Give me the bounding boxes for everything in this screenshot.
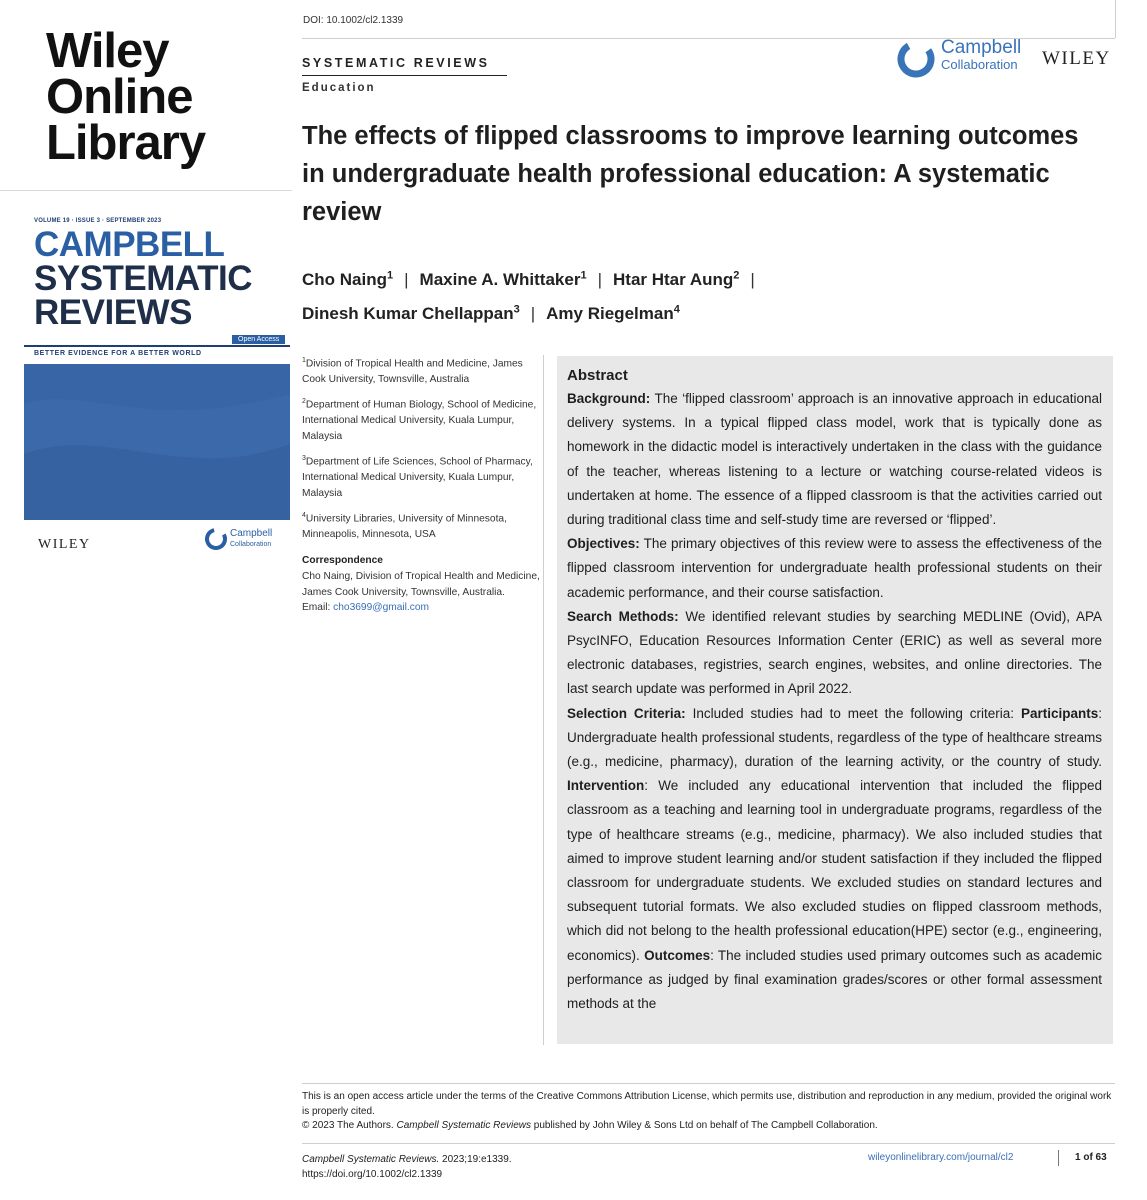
author-name[interactable]: Cho Naing$^1$ bbox=[302, 269, 394, 289]
page-separator bbox=[1058, 1150, 1059, 1166]
cover-issue-meta: VOLUME 19 · ISSUE 3 · SEPTEMBER 2023 bbox=[34, 218, 162, 224]
abstract-objectives: Objectives: The primary objectives of this review were to assess the effectiveness of the flipped classroom intervention for undergraduate health professional students on their academic performance, and their course satisfaction. bbox=[567, 536, 1102, 600]
abstract-divider bbox=[543, 355, 544, 1045]
citation-doi-link[interactable]: https://doi.org/10.1002/cl2.1339 bbox=[302, 1169, 443, 1180]
author-separator: | bbox=[750, 269, 755, 289]
affiliation-item: $^1$Division of Tropical Health and Medicine, James Cook University, Townsville, Australia bbox=[302, 357, 523, 385]
logo-line-library: Library bbox=[46, 116, 206, 170]
logo-line-wiley: Wiley bbox=[46, 24, 169, 78]
copyright-line: © 2023 The Authors. Campbell Systematic Reviews published by John Wiley & Sons Ltd on behalf of The Campbell Collaboration. bbox=[302, 1120, 878, 1131]
footer-rule bbox=[302, 1083, 1115, 1084]
cover-title bbox=[34, 225, 252, 332]
author-name[interactable]: Htar Htar Aung$^2$ bbox=[613, 269, 740, 289]
abstract-selection-criteria: Selection Criteria: Included studies had to meet the following criteria: Participants: Undergraduate health professional students, regardless of the type of healthcare streams (e.g., medicine, pharmacy), duration of the learning activity, or the country of study. Intervention: We included any educational intervention that included the flipped classroom as a teaching and learning tool in undergraduate programs, regardless of the type of healthcare streams (e.g., medicine, pharmacy). We also included studies that aimed to improve student learning and/or student satisfaction if they included the flipped classroom for undergraduate students. We excluded studies on standard lectures and subsequent tutorial formats. We also excluded studies on flipped classroom methods, which did not belong to the health professional education(HPE) sector (e.g., engineering, economics). Outcomes: The included studies used primary outcomes such as academic performance as judged by final examination grades/scores or other formal assessment methods at the bbox=[567, 705, 1102, 1012]
cover-publisher: WILEY bbox=[38, 537, 91, 552]
cover-title-line-2: SYSTEMATIC bbox=[34, 259, 252, 298]
author-separator: | bbox=[597, 269, 602, 289]
article-title: The effects of flipped classrooms to improve learning outcomes in undergraduate health professional education: A systematic review bbox=[302, 122, 1079, 226]
section-underline bbox=[302, 75, 507, 76]
author-list bbox=[302, 260, 1122, 329]
wiley-online-library-logo[interactable] bbox=[46, 24, 276, 170]
campbell-logo-icon bbox=[897, 40, 935, 78]
author-name[interactable]: Dinesh Kumar Chellappan$^3$ bbox=[302, 303, 520, 324]
cover-band bbox=[24, 345, 290, 347]
author-separator: | bbox=[404, 269, 409, 289]
footer-rule-bottom bbox=[302, 1143, 1115, 1144]
cover-title-line-1: CAMPBELL bbox=[34, 225, 225, 264]
cover-tagline: BETTER EVIDENCE FOR A BETTER WORLD bbox=[34, 350, 202, 357]
affiliations bbox=[302, 353, 540, 623]
abstract-search-methods: Search Methods: We identified relevant studies by searching MEDLINE (Ovid), APA PsycINFO, Education Resources Information Center (ERIC) as well as several more electronic databases, registries, search engines, websites, and online directories. The last search update was performed in April 2022. bbox=[567, 608, 1102, 697]
wiley-logo[interactable]: WILEY bbox=[1042, 48, 1111, 69]
email-label: Email: bbox=[302, 602, 331, 614]
citation bbox=[302, 1152, 512, 1182]
campbell-collaboration-icon bbox=[205, 528, 227, 550]
page-number: 1 of 63 bbox=[1075, 1152, 1107, 1163]
campbell-name: Campbell bbox=[941, 37, 1022, 58]
correspondence-text: Cho Naing, Division of Tropical Health and Medicine, James Cook University, Townsville, Australia. Email: cho3699@gmail.com bbox=[302, 571, 540, 614]
doi-link[interactable]: DOI: 10.1002/cl2.1339 bbox=[303, 15, 404, 26]
author-name[interactable]: Maxine A. Whittaker$^1$ bbox=[419, 269, 587, 289]
cover-collab-text bbox=[230, 528, 272, 550]
subsection-label: Education bbox=[302, 82, 376, 94]
affiliation-item: $^3$Department of Life Sciences, School of Pharmacy, International Medical University, Kuala Lumpur, Malaysia bbox=[302, 455, 533, 499]
campbell-sub: Collaboration bbox=[941, 57, 1018, 72]
journal-cover[interactable] bbox=[24, 214, 290, 559]
logo-line-online: Online bbox=[46, 70, 193, 124]
section-label: SYSTEMATIC REVIEWS bbox=[302, 56, 490, 70]
open-access-badge: Open Access bbox=[232, 335, 285, 344]
affiliation-item: $^2$Department of Human Biology, School of Medicine, International Medical University, Kuala Lumpur, Malaysia bbox=[302, 398, 537, 442]
author-separator: | bbox=[530, 304, 536, 324]
cover-collab-name: Campbell bbox=[230, 528, 273, 539]
cover-wave-graphic bbox=[24, 364, 290, 520]
campbell-collaboration-logo[interactable] bbox=[941, 38, 1021, 73]
journal-url-link[interactable]: wileyonlinelibrary.com/journal/cl2 bbox=[868, 1152, 1014, 1163]
abstract-heading: Abstract bbox=[567, 367, 628, 384]
affiliation-item: $^4$University Libraries, University of Minnesota, Minneapolis, Minnesota, USA bbox=[302, 512, 507, 541]
author-name[interactable]: Amy Riegelman$^4$ bbox=[546, 303, 680, 324]
citation-journal: Campbell Systematic Reviews. bbox=[302, 1154, 440, 1165]
license-statement: This is an open access article under the terms of the Creative Commons Attribution License, which permits use, distribution and reproduction in any medium, provided the original work is properly cited. bbox=[302, 1091, 1112, 1117]
abstract-background: Background: The ‘flipped classroom’ approach is an innovative approach in educational delivery systems. In a typical flipped class model, work that is typically done as homework in the didactic model is interactively undertaken in the class with the guidance of the teacher, whereas listening to a lecture or watching course-related videos is undertaken at home. The essence of a flipped classroom is that the activities carried out during traditional class time and self-study time are reversed or ‘flipped’. bbox=[567, 391, 1102, 528]
correspondence-heading: Correspondence bbox=[302, 554, 383, 566]
sidebar-divider bbox=[0, 190, 292, 191]
email-link[interactable]: cho3699@gmail.com bbox=[333, 602, 430, 614]
copyright-journal: Campbell Systematic Reviews bbox=[396, 1120, 531, 1131]
cover-title-line-3: REVIEWS bbox=[34, 293, 192, 332]
header-vertical-rule bbox=[1115, 0, 1116, 38]
citation-detail: 2023;19:e1339. bbox=[442, 1154, 512, 1165]
cover-collab-sub: Collaboration bbox=[230, 541, 272, 548]
abstract-box bbox=[557, 356, 1113, 1044]
cover-artwork bbox=[24, 364, 290, 520]
